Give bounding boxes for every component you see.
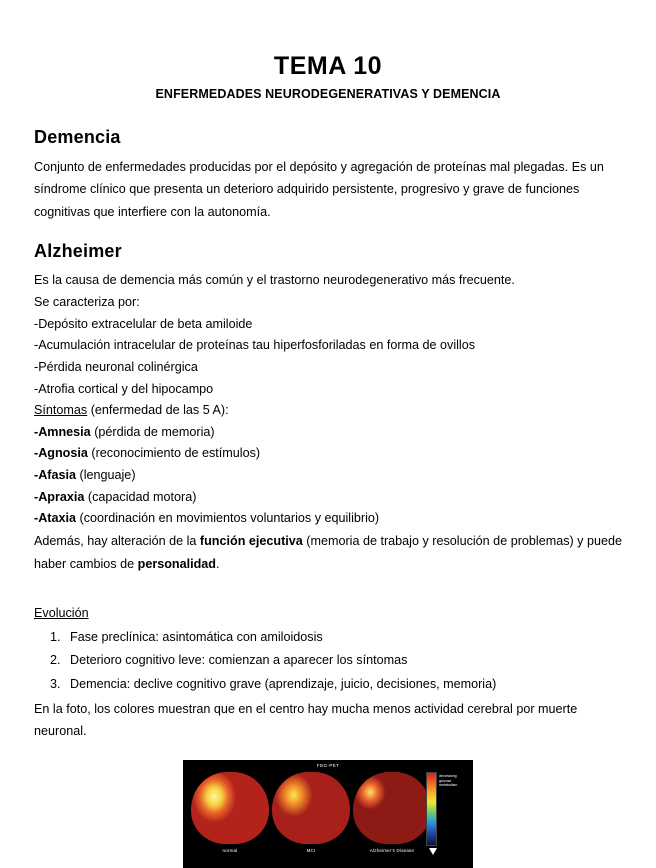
list-item: 1. Fase preclínica: asintomática con amiloidosis bbox=[64, 627, 622, 649]
closing-part-1: Además, hay alteración de la bbox=[34, 534, 200, 549]
figure-label-normal: normal bbox=[222, 848, 238, 854]
evolucion-label: Evolución bbox=[34, 605, 89, 620]
fdg-pet-figure bbox=[183, 760, 473, 868]
closing-part-3: . bbox=[216, 556, 220, 571]
brain-scan-mci bbox=[272, 772, 350, 844]
symptom-desc: (reconocimiento de estímulos) bbox=[87, 446, 261, 461]
symptom-desc: (pérdida de memoria) bbox=[90, 424, 215, 439]
symptom-desc: (capacidad motora) bbox=[84, 489, 197, 504]
symptom-item bbox=[34, 422, 622, 444]
figure-label-mci: MCI bbox=[306, 848, 316, 854]
evolution-note: En la foto, los colores muestran que en el centro hay mucha menos actividad cerebral por muerte neuronal. bbox=[34, 701, 578, 738]
alzheimer-feature: -Atrofia cortical y del hipocampo bbox=[34, 381, 214, 396]
symptom-desc: (coordinación en movimientos voluntarios y equilibrio) bbox=[76, 511, 380, 526]
alzheimer-feature: -Depósito extracelular de beta amiloide bbox=[34, 316, 253, 331]
figure-wrapper bbox=[34, 760, 622, 868]
section-demencia bbox=[34, 127, 622, 223]
symptom-term: -Agnosia bbox=[34, 446, 88, 461]
colorbar-label: decreasing glucose metabolism bbox=[439, 774, 458, 788]
symptoms-label-line bbox=[34, 400, 622, 422]
paragraph-demencia: Conjunto de enfermedades producidas por el depósito y agregación de proteínas mal plegadas. Es un síndrome clínico que presenta un deterioro adquirido persistente, progresivo y grave de funciones cognitivas que interfiere con la autonomía. bbox=[34, 160, 604, 219]
symptoms-label: Síntomas bbox=[34, 403, 88, 418]
colorbar-group bbox=[426, 772, 467, 846]
figure-top-caption: FDG-PET bbox=[316, 763, 340, 769]
symptom-term: -Apraxia bbox=[34, 489, 85, 504]
list-item: 3. Demencia: declive cognitivo grave (aprendizaje, juicio, decisiones, memoria) bbox=[64, 674, 622, 696]
brain-scan-normal bbox=[191, 772, 269, 844]
figure-label-alzheimers: Alzheimer's Disease bbox=[369, 848, 415, 854]
symptom-item bbox=[34, 508, 622, 530]
closing-part-2: (memoria de trabajo y resolución de problemas) y puede haber cambios de bbox=[34, 534, 623, 571]
heading-evolucion bbox=[34, 603, 622, 625]
symptom-term: -Ataxia bbox=[34, 511, 76, 526]
closing-bold-1: función ejecutiva bbox=[199, 534, 303, 549]
page-title: TEMA 10 bbox=[273, 52, 383, 80]
arrow-down-icon bbox=[429, 848, 437, 855]
symptoms-label-rest: (enfermedad de las 5 A): bbox=[87, 403, 229, 418]
evolution-list bbox=[34, 627, 622, 696]
symptom-item bbox=[34, 487, 622, 509]
alzheimer-intro-line-1: Es la causa de demencia más común y el trastorno neurodegenerativo más frecuente. bbox=[34, 273, 515, 288]
heading-alzheimer: Alzheimer bbox=[34, 241, 122, 262]
section-evolucion bbox=[34, 603, 622, 742]
list-item: 2. Deterioro cognitivo leve: comienzan a aparecer los síntomas bbox=[64, 650, 622, 672]
symptom-term: -Amnesia bbox=[34, 424, 91, 439]
alzheimer-feature: -Pérdida neuronal colinérgica bbox=[34, 359, 198, 374]
symptom-term: -Afasia bbox=[34, 468, 76, 483]
symptom-item bbox=[34, 465, 622, 487]
page-subtitle: ENFERMEDADES NEURODEGENERATIVAS Y DEMENCIA bbox=[155, 87, 501, 101]
colorbar-gradient bbox=[426, 772, 437, 846]
alzheimer-feature: -Acumulación intracelular de proteínas tau hiperfosforiladas en forma de ovillos bbox=[34, 338, 476, 353]
brain-scan-alzheimers bbox=[353, 772, 431, 844]
heading-demencia: Demencia bbox=[34, 127, 121, 147]
section-alzheimer bbox=[34, 241, 622, 575]
alzheimer-closing bbox=[34, 530, 622, 575]
symptom-desc: (lenguaje) bbox=[76, 468, 136, 483]
alzheimer-intro-line-2: Se caracteriza por: bbox=[34, 294, 140, 309]
closing-bold-2: personalidad bbox=[137, 556, 217, 571]
symptom-item bbox=[34, 443, 622, 465]
spacer bbox=[34, 593, 622, 603]
